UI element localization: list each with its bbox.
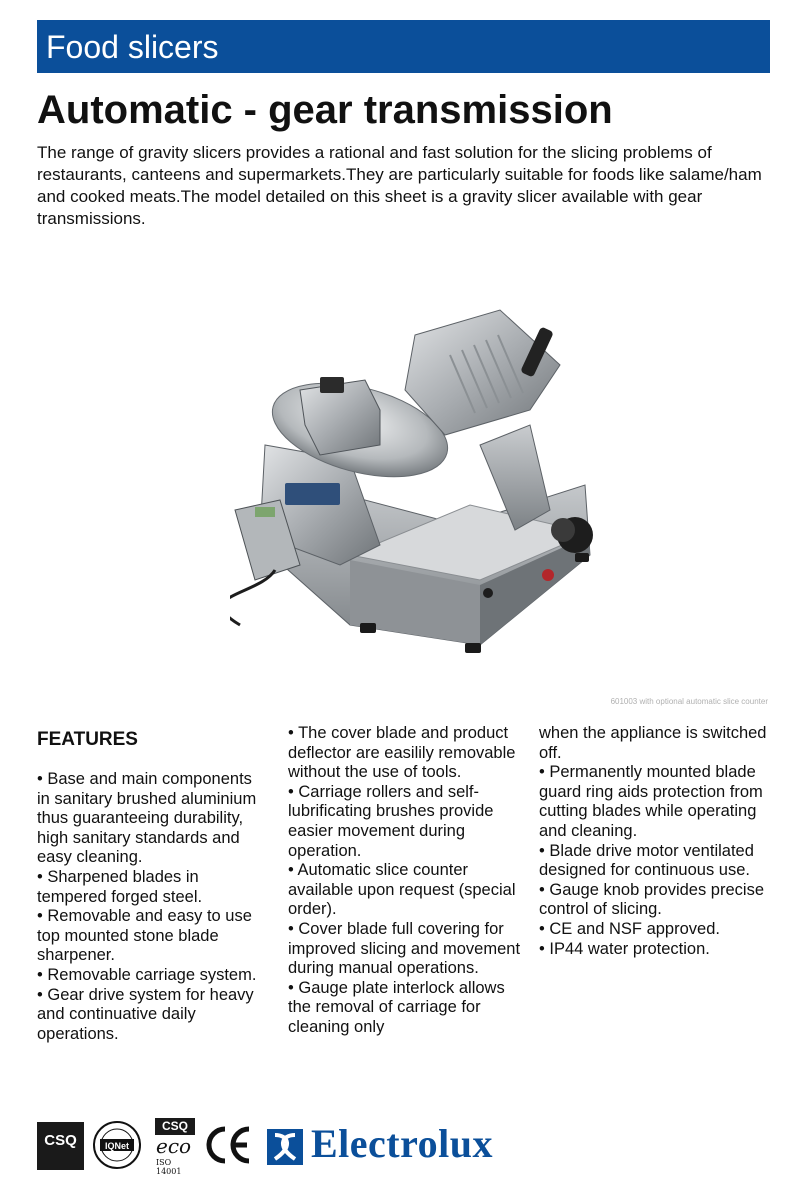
page-title: Automatic - gear transmission — [37, 88, 613, 132]
feature-item: • Gauge knob provides precise control of slicing. — [539, 880, 764, 919]
banner-title: Food slicers — [46, 29, 219, 65]
eco-text: eco — [156, 1134, 192, 1158]
feature-item: • Carriage rollers and self-lubrificating brushes provide easier movement during operation. — [288, 782, 494, 860]
feature-item: • Blade drive motor ventilated designed for continuous use. — [539, 841, 754, 880]
feature-item: • Gear drive system for heavy and continuative daily operations. — [37, 985, 254, 1043]
feature-item: • Permanently mounted blade guard ring aids protection from cutting blades while operating and cleaning. — [539, 763, 763, 840]
iqnet-logo — [92, 1120, 142, 1170]
feature-item: • Cover blade full covering for improved slicing and movement during manual operations. — [288, 919, 521, 978]
feature-item: when the appliance is switched off. — [539, 724, 767, 762]
intro-paragraph: The range of gravity slicers provides a rational and fast solution for the slicing problems of restaurants, canteens and supermarkets.They are particularly suitable for foods like salame/ham and cooked meats.The model detailed on this sheet is a gravity slicer available with gear transmissions. — [37, 143, 762, 228]
feature-item: • Gauge plate interlock allows the removal of carriage for cleaning only — [288, 978, 505, 1036]
feature-item: • IP44 water protection. — [539, 939, 710, 958]
features-heading: FEATURES — [37, 729, 138, 750]
csq-eco-top: CSQ — [155, 1118, 195, 1135]
certification-logos — [37, 1115, 557, 1176]
feature-item: • The cover blade and product deflector are easilily removable without the use of tools. — [288, 724, 516, 782]
feature-item: • Removable carriage system. — [37, 965, 257, 984]
ce-mark-icon — [205, 1125, 253, 1165]
csq-eco-logo — [153, 1118, 199, 1176]
electrolux-logo-text: Electrolux — [311, 1121, 494, 1166]
feature-item: • Automatic slice counter available upon request (special order). — [288, 861, 516, 919]
feature-item: • CE and NSF approved. — [539, 919, 720, 938]
features-column-2 — [288, 724, 523, 1038]
features-column-3 — [539, 724, 771, 959]
electrolux-mark-icon — [267, 1129, 303, 1165]
header-banner — [37, 20, 770, 73]
iqnet-text: IQNet — [104, 1141, 130, 1151]
feature-item: • Sharpened blades in tempered forged steel. — [37, 867, 203, 906]
feature-item: • Removable and easy to use top mounted stone blade sharpener. — [37, 907, 252, 965]
slicer-product-image — [230, 295, 630, 680]
image-caption: 601003 with optional automatic slice counter — [610, 697, 768, 706]
csq-logo: CSQ — [37, 1122, 84, 1170]
feature-item: • Base and main components in sanitary brushed aluminium thus guaranteeing durability, high sanitary standards and easy cleaning. — [37, 770, 257, 867]
iso-text: ISO 14001 — [156, 1158, 182, 1176]
features-column-1 — [37, 724, 269, 1044]
